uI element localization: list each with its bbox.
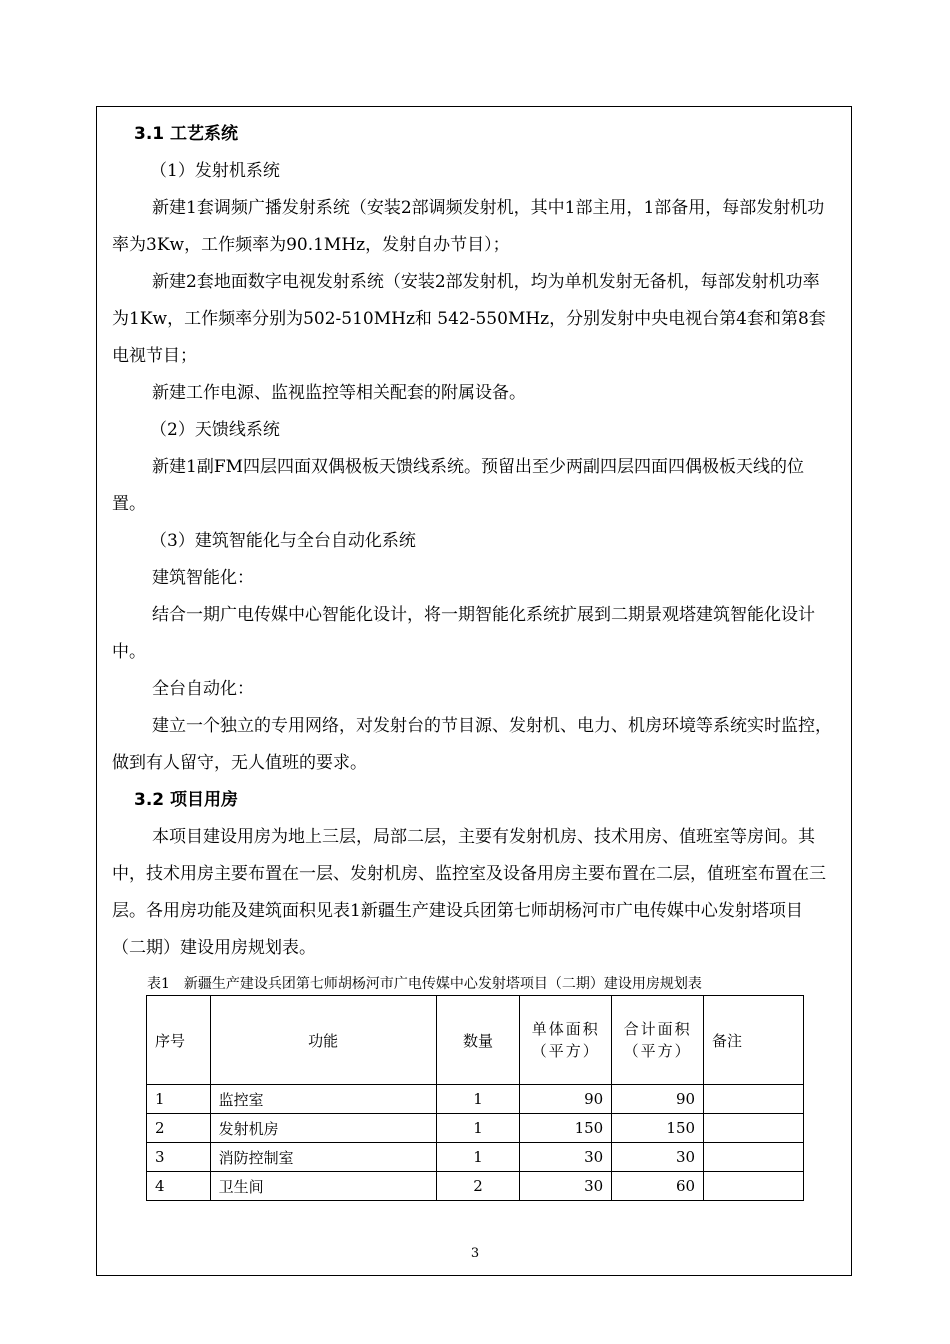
table-row bbox=[147, 1172, 804, 1201]
subsection-automation: （3）建筑智能化与全台自动化系统 bbox=[150, 531, 416, 551]
cell-no: 2 bbox=[147, 1114, 211, 1143]
header-function: 功能 bbox=[210, 996, 436, 1085]
cell-qty: 2 bbox=[436, 1172, 520, 1201]
header-unit-area: 单体面积（平方） bbox=[520, 996, 612, 1085]
section-heading-3-1: 3.1 工艺系统 bbox=[134, 124, 239, 144]
cell-qty: 1 bbox=[436, 1085, 520, 1114]
cell-remark bbox=[704, 1085, 804, 1114]
paragraph-dtv-system: 新建2套地面数字电视发射系统（安装2部发射机，均为单机发射无备机，每部发射机功率为1Kw，工作频率分别为502-510MHz和 542-550MHz，分别发射中央电视台第4套和第8套电视节目； bbox=[112, 272, 826, 366]
cell-function: 监控室 bbox=[210, 1085, 436, 1114]
table-row bbox=[147, 1085, 804, 1114]
header-no: 序号 bbox=[147, 996, 211, 1085]
cell-unit-area: 90 bbox=[520, 1085, 612, 1114]
paragraph-station-automation-label: 全台自动化： bbox=[152, 679, 254, 699]
paragraph-project-rooms: 本项目建设用房为地上三层，局部二层，主要有发射机房、技术用房、值班室等房间。其中，技术用房主要布置在一层、发射机房、监控室及设备用房主要布置在二层，值班室布置在三层。各用房功能及建筑面积见表1新疆生产建设兵团第七师胡杨河市广电传媒中心发射塔项目（二期）建设用房规划表。 bbox=[112, 827, 826, 958]
cell-function: 卫生间 bbox=[210, 1172, 436, 1201]
subsection-antenna: （2）天馈线系统 bbox=[150, 420, 280, 440]
cell-total-area: 60 bbox=[612, 1172, 704, 1201]
cell-remark bbox=[704, 1143, 804, 1172]
paragraph-power-equipment: 新建工作电源、监视监控等相关配套的附属设备。 bbox=[152, 383, 526, 403]
document-body bbox=[112, 116, 832, 1005]
cell-no: 1 bbox=[147, 1085, 211, 1114]
paragraph-antenna: 新建1副FM四层四面双偶极板天馈线系统。预留出至少两副四层四面四偶极板天线的位置。 bbox=[112, 457, 805, 514]
cell-unit-area: 30 bbox=[520, 1143, 612, 1172]
header-qty: 数量 bbox=[436, 996, 520, 1085]
paragraph-fm-system: 新建1套调频广播发射系统（安装2部调频发射机，其中1部主用，1部备用，每部发射机功率为3Kw，工作频率为90.1MHz，发射自办节目）； bbox=[112, 198, 825, 255]
cell-unit-area: 30 bbox=[520, 1172, 612, 1201]
page-number: 3 bbox=[470, 1246, 480, 1261]
table-header-row bbox=[147, 996, 804, 1085]
paragraph-building-intelligence-label: 建筑智能化： bbox=[152, 568, 254, 588]
cell-unit-area: 150 bbox=[520, 1114, 612, 1143]
cell-remark bbox=[704, 1114, 804, 1143]
paragraph-building-intelligence: 结合一期广电传媒中心智能化设计，将一期智能化系统扩展到二期景观塔建筑智能化设计中。 bbox=[112, 605, 815, 662]
paragraph-station-automation: 建立一个独立的专用网络，对发射台的节目源、发射机、电力、机房环境等系统实时监控，做到有人留守，无人值班的要求。 bbox=[112, 716, 832, 773]
room-plan-table bbox=[146, 995, 804, 1201]
table-row bbox=[147, 1114, 804, 1143]
cell-no: 4 bbox=[147, 1172, 211, 1201]
cell-qty: 1 bbox=[436, 1143, 520, 1172]
table-caption: 表1 新疆生产建设兵团第七师胡杨河市广电传媒中心发射塔项目（二期）建设用房规划表 bbox=[147, 976, 702, 992]
cell-function: 消防控制室 bbox=[210, 1143, 436, 1172]
cell-no: 3 bbox=[147, 1143, 211, 1172]
header-total-area: 合计面积（平方） bbox=[612, 996, 704, 1085]
subsection-transmitter: （1）发射机系统 bbox=[150, 161, 280, 181]
cell-total-area: 150 bbox=[612, 1114, 704, 1143]
cell-remark bbox=[704, 1172, 804, 1201]
cell-total-area: 90 bbox=[612, 1085, 704, 1114]
cell-total-area: 30 bbox=[612, 1143, 704, 1172]
cell-function: 发射机房 bbox=[210, 1114, 436, 1143]
table-row bbox=[147, 1143, 804, 1172]
cell-qty: 1 bbox=[436, 1114, 520, 1143]
header-remark: 备注 bbox=[704, 996, 804, 1085]
section-heading-3-2: 3.2 项目用房 bbox=[134, 790, 239, 810]
